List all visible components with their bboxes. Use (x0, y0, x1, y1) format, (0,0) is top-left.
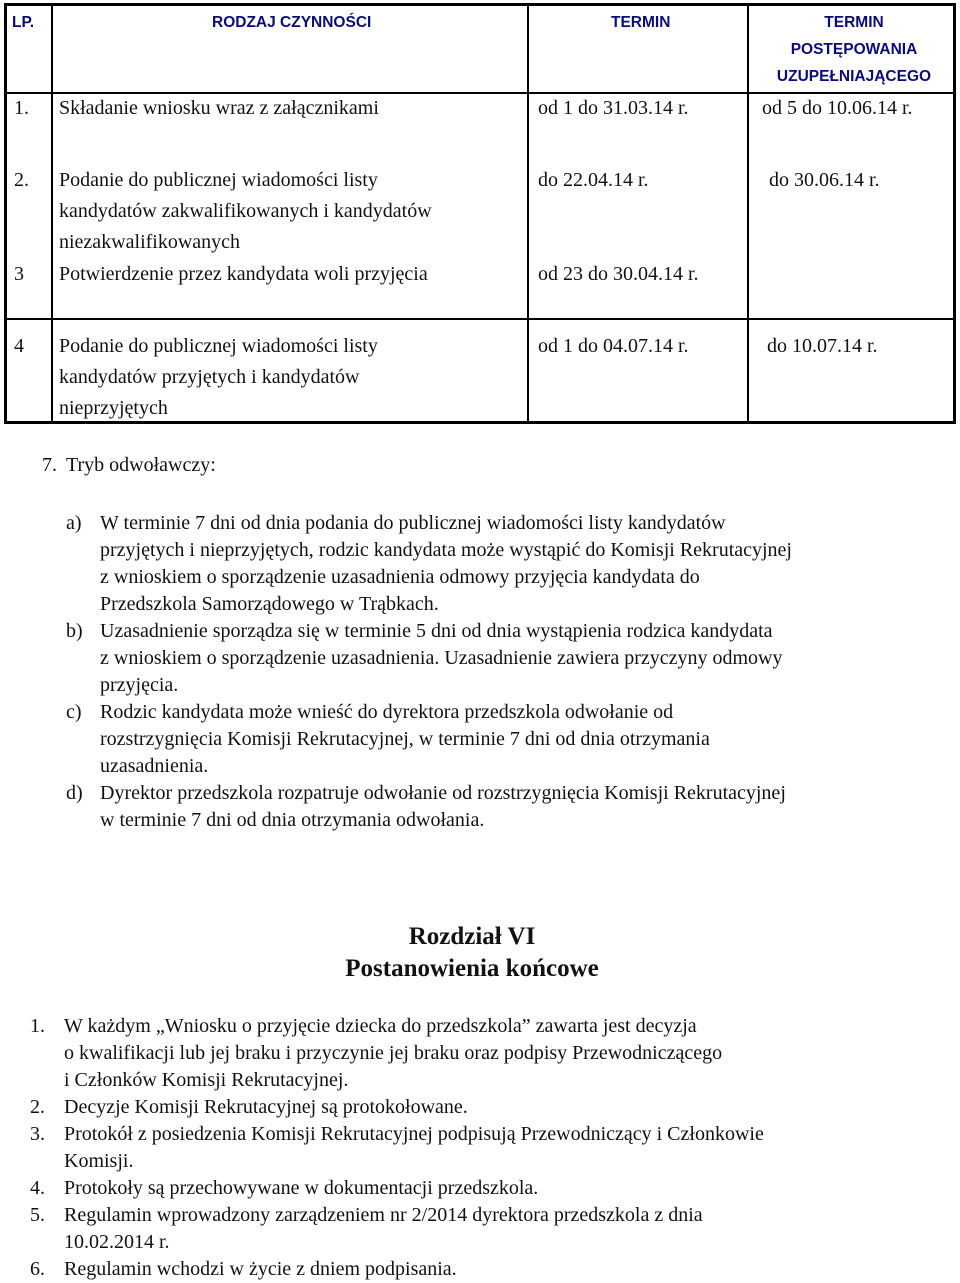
row-2-lp: 2. (14, 169, 29, 191)
appeal-item-b-label: b) (66, 620, 83, 642)
appeal-heading: Tryb odwoławczy: (66, 454, 216, 476)
final-item-6-label: 6. (30, 1258, 45, 1280)
final-item-6-text: Regulamin wchodzi w życie z dniem podpisania. (64, 1258, 457, 1280)
final-item-3-label: 3. (30, 1123, 45, 1145)
appeal-item-c-text: Rodzic kandydata może wnieść do dyrektora przedszkola odwołanie od rozstrzygnięcia Komisji Rekrutacyjnej, w terminie 7 dni od dnia otrzymania uzasadnienia. (100, 701, 710, 777)
row-1-term: od 1 do 31.03.14 r. (538, 97, 689, 119)
row-2-term-extra: do 30.06.14 r. (769, 169, 880, 191)
row-3-activity: Potwierdzenie przez kandydata woli przyjęcia (59, 263, 428, 285)
final-item-1-label: 1. (30, 1015, 45, 1037)
row-3-lp: 3 (14, 263, 24, 285)
chapter-subtitle: Postanowienia końcowe (345, 955, 599, 982)
row-1-term-extra: od 5 do 10.06.14 r. (762, 97, 913, 119)
column-divider (747, 6, 749, 421)
final-item-4-text: Protokoły są przechowywane w dokumentacji przedszkola. (64, 1177, 539, 1199)
appeal-item-a-label: a) (66, 512, 82, 534)
chapter-title: Rozdział VI (408, 923, 536, 950)
row-2-term: do 22.04.14 r. (538, 169, 649, 191)
final-item-1-text: W każdym „Wniosku o przyjęcie dziecka do przedszkola” zawarta jest decyzja o kwalifikacji lub jej braku i przyczynie jej braku oraz podpisy Przewodniczącego i Członków Komisji Rekrutacyjnej. (64, 1015, 723, 1091)
appeal-heading-number: 7. (42, 454, 57, 476)
appeal-item-a-text: W terminie 7 dni od dnia podania do publicznej wiadomości listy kandydatów przyjętych i nieprzyjętych, rodzic kandydata może wystąpić do Komisji Rekrutacyjnej z wnioskiem o sporządzenie uzasadnienia odmowy przyjęcia kandydata do Przedszkola Samorządowego w Trąbkach. (100, 512, 792, 615)
appeal-item-c-label: c) (66, 701, 82, 723)
row-1-activity: Składanie wniosku wraz z załącznikami (59, 97, 379, 119)
final-item-3-text: Protokół z posiedzenia Komisji Rekrutacyjnej podpisują Przewodniczący i Członkowie Komisji. (64, 1123, 764, 1172)
appeal-item-d-text: Dyrektor przedszkola rozpatruje odwołanie od rozstrzygnięcia Komisji Rekrutacyjnej w terminie 7 dni od dnia otrzymania odwołania. (100, 782, 786, 831)
appeal-item-b-text: Uzasadnienie sporządza się w terminie 5 dni od dnia wystąpienia rodzica kandydata z wnioskiem o sporządzenie uzasadnienia. Uzasadnienie zawiera przyczyny odmowy przyjęcia. (100, 620, 783, 696)
row-1-lp: 1. (14, 97, 29, 119)
final-item-5-text: Regulamin wprowadzony zarządzeniem nr 2/2014 dyrektora przedszkola z dnia 10.02.2014 r. (64, 1204, 703, 1253)
header-term-supplementary: TERMIN POSTĘPOWANIA UZUPEŁNIAJĄCEGO (776, 14, 932, 85)
row-divider (7, 318, 953, 320)
row-4-term: od 1 do 04.07.14 r. (538, 335, 689, 357)
column-divider (527, 6, 529, 421)
header-lp: LP. (12, 14, 35, 31)
column-divider (51, 6, 53, 421)
row-4-activity: Podanie do publicznej wiadomości listy kandydatów przyjętych i kandydatów nieprzyjętych (59, 335, 378, 419)
header-activity: RODZAJ CZYNNOŚCI (212, 14, 372, 31)
row-4-lp: 4 (14, 335, 24, 357)
final-item-5-label: 5. (30, 1204, 45, 1226)
header-term: TERMIN (611, 14, 671, 31)
final-item-2-text: Decyzje Komisji Rekrutacyjnej są protokołowane. (64, 1096, 468, 1118)
row-3-term: od 23 do 30.04.14 r. (538, 263, 699, 285)
appeal-item-d-label: d) (66, 782, 83, 804)
row-4-term-extra: do 10.07.14 r. (767, 335, 878, 357)
final-item-4-label: 4. (30, 1177, 45, 1199)
final-item-2-label: 2. (30, 1096, 45, 1118)
row-2-activity: Podanie do publicznej wiadomości listy kandydatów zakwalifikowanych i kandydatów niezakwalifikowanych (59, 169, 432, 253)
recruitment-schedule-table (4, 3, 956, 424)
